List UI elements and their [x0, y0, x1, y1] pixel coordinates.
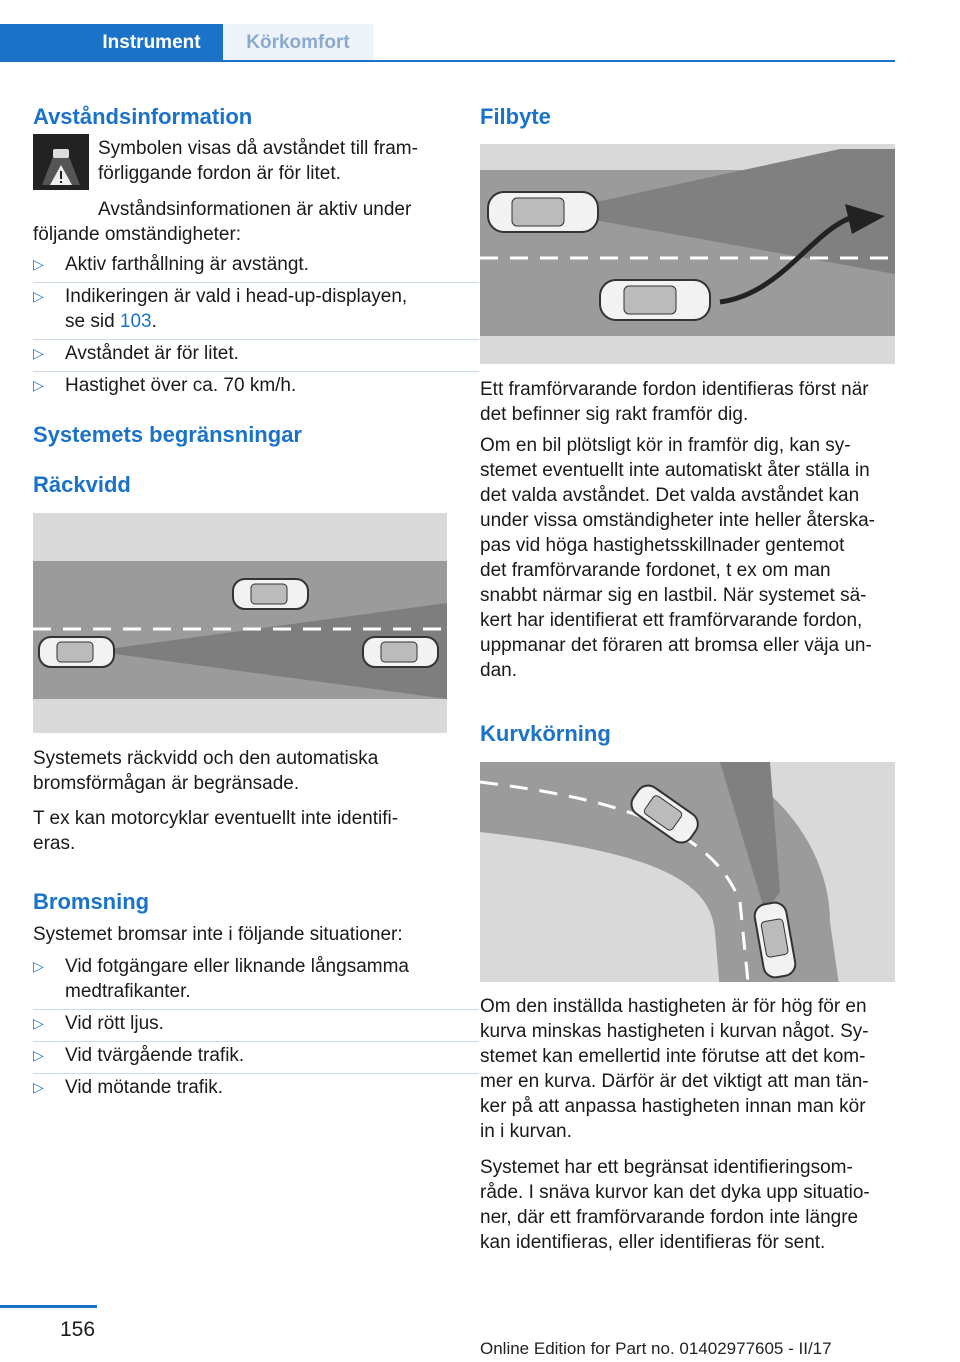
list-item: ▷ Indikeringen är vald i head-up-displayen, se sid 103.: [33, 284, 479, 334]
paragraph: Symbolen visas då avståndet till fram‐ förliggande fordon är för litet.: [98, 138, 418, 184]
paragraph: Systemet har ett begränsat identifieringsom‐ råde. I snäva kurvor kan det dyka upp situatio‐ ner, där ett framförvarande fordon inte längre kan identifieras, eller identifieras för sent.: [480, 1157, 870, 1253]
heading-filbyte: Filbyte: [480, 104, 551, 129]
heading-systemets-begransningar: Systemets begränsningar: [33, 422, 302, 447]
distance-warning-icon: [33, 134, 89, 190]
header-rule: [0, 60, 895, 62]
section-tabs: [0, 24, 895, 62]
edition-footer: Online Edition for Part no. 01402977605 - II/17: [480, 1339, 832, 1358]
triangle-bullet-icon: ▷: [33, 1079, 44, 1095]
paragraph: Systemet bromsar inte i följande situationer:: [33, 924, 403, 945]
triangle-bullet-icon: ▷: [33, 288, 44, 304]
paragraph: Om den inställda hastigheten är för hög för en kurva minskas hastigheten i kurvan något. Sy‐ stemet kan emellertid inte förutse att det kom‐ mer en kurva. Därför är det viktigt att man tän‐ ker på att anpassa hastigheten innan man kör in i kurvan.: [480, 996, 869, 1142]
list-item: ▷ Vid fotgängare eller liknande långsamma medtrafikanter.: [33, 954, 479, 1004]
heading-kurvkorning: Kurvkörning: [480, 721, 611, 746]
heading-avstandsinformation: Avståndsinformation: [33, 104, 253, 129]
paragraph: Avståndsinformationen är aktiv under: [98, 199, 412, 220]
footer-rule: [0, 1305, 97, 1308]
triangle-bullet-icon: ▷: [33, 1015, 44, 1031]
curve-illustration: [480, 762, 895, 982]
list-item: ▷ Vid rött ljus.: [33, 1011, 479, 1036]
paragraph: Systemets räckvidd och den automatiska bromsförmågan är begränsade.: [33, 748, 379, 794]
paragraph: T ex kan motorcyklar eventuellt inte identifi‐ eras.: [33, 808, 399, 854]
page-number: 156: [60, 1318, 96, 1341]
list-item: ▷ Avståndet är för litet.: [33, 341, 479, 366]
triangle-bullet-icon: ▷: [33, 958, 44, 974]
list-item: ▷ Vid mötande trafik.: [33, 1077, 224, 1098]
paragraph: Om en bil plötsligt kör in framför dig, kan sy‐ stemet eventuellt inte automatiskt åter ställa in det valda avståndet. Det valda avståndet kan under vissa omständigheter inte heller återska‐ pas vid höga hastighetsskillnader gentemot det framförvarande fordonet, t ex om man snabbt närmar sig en lastbil. När systemet sä‐ kert har identifierat ett framförvarande fordon, uppmanar det föraren att bromsa eller väja un‐ dan.: [480, 435, 875, 681]
paragraph: följande omständigheter:: [33, 224, 242, 245]
triangle-bullet-icon: ▷: [33, 256, 44, 272]
list-item: ▷ Vid tvärgående trafik.: [33, 1043, 479, 1068]
triangle-bullet-icon: ▷: [33, 1047, 44, 1063]
lane-change-illustration: [480, 144, 895, 364]
car-icon: [600, 280, 710, 320]
paragraph: Ett framförvarande fordon identifieras först när det befinner sig rakt framför dig.: [480, 379, 869, 425]
car-icon: [39, 637, 114, 667]
car-icon: [488, 192, 598, 232]
car-icon: [363, 637, 438, 667]
heading-bromsning: Bromsning: [33, 889, 150, 914]
heading-rackvidd: Räckvidd: [33, 472, 131, 497]
triangle-bullet-icon: ▷: [33, 345, 44, 361]
page-link[interactable]: 103: [119, 311, 152, 332]
range-illustration: [33, 513, 447, 733]
triangle-bullet-icon: ▷: [33, 377, 44, 393]
list-item: ▷ Hastighet över ca. 70 km/h.: [33, 375, 297, 396]
car-icon: [233, 579, 308, 609]
list-item: ▷ Aktiv farthållning är avstängt.: [33, 252, 479, 277]
tab-korkomfort[interactable]: Körkomfort: [223, 24, 373, 62]
tab-instrument[interactable]: Instrument: [0, 24, 223, 62]
